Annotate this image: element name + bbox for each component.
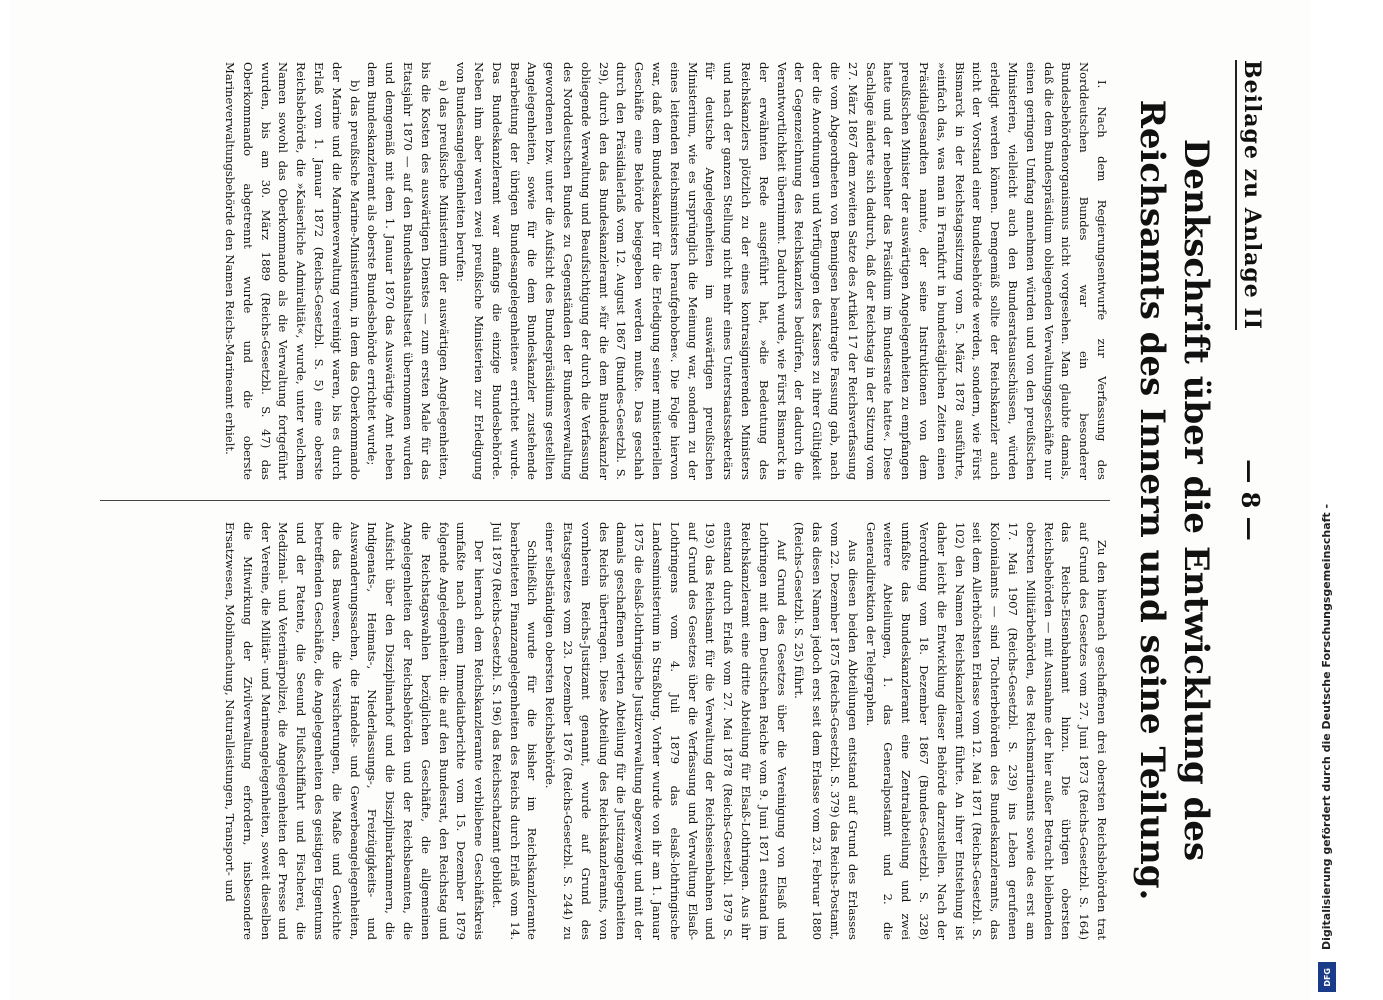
page-title: Denkschrift über die Entwicklung des Reichsamts des Innern und seine Teilung. bbox=[1132, 99, 1216, 901]
credit-text: Digitalisierung gefördert durch die Deutsche Forschungsgemeinschaft - bbox=[1320, 503, 1333, 950]
paragraph: Der hiernach dem Reichskanzleramte verbliebene Geschäftskreis umfaßte nach einem Immediatberichte vom 15. Dezember 1879 folgende Angelegenheiten: die auf den Bundesrat, den Reichstag und die Reichstagswahlen bezüglichen Geschäfte, die allgemeinen Angelegenheiten der Reichsbehörden und der Reichsbeamten, die Aufsicht über den Disziplinarhof und die Disziplinarkammern, die Indigenats-, Heimats-, Niederlassungs-, Freizügigkeits- und Auswanderungssachen, die Handels- und Gewerbeangelegenheiten, die das Bauwesen, die Versicherungen, die Maße und Gewichte betreffenden Geschäfte, die Angelegenheiten des geistigen Eigentums und der Patente, die Seeund Flußschiffahrt und Fischerei, die Medizinal- und Veterinärpolizei, die Angelegenheiten der Presse und der Vereine, die Militär- und Marineangelegenheiten, soweit dieselben die Mitwirkung der Zivilverwaltung erfordern, insbesondere Ersatzwesen, Mobilmachung, Naturalleistungen, Transport- und bbox=[222, 522, 487, 940]
dfg-logo-text: DFG bbox=[1322, 967, 1332, 987]
digitization-credit bbox=[1318, 10, 1338, 990]
text-column-left bbox=[90, 62, 1110, 480]
paragraph: a) das preußische Ministerium der auswärtigen Angelegenheiten, bis die Kosten des auswärtigen Dienstes — zum ersten Male für das Etatsjahr 1870 — auf den Bundeshaushaltsetat übernommen wurden und demgemäß mit dem 1. Januar 1870 das Auswärtige Amt neben dem Bundeskanzleramt als oberste Bundesbehörde errichtet wurde; bbox=[365, 62, 451, 480]
page-number: — 8 — bbox=[1236, 459, 1265, 541]
scanned-page bbox=[10, 0, 1310, 1000]
dfg-logo bbox=[1318, 962, 1336, 992]
paragraph: Zu den hiernach geschaffenen drei obersten Reichsbehörden trat auf Grund des Gesetzes vom 27. Juni 1873 (Reichs-Gesetzbl. S. 164) das Reichs-Eisenbahnamt hinzu. Die übrigen obersten Reichsbehörden — mit Ausnahme der hier außer Betracht bleibenden obersten Militärbehörden, des Reichsmarineamts sowie des erst am 17. Mai 1907 (Reichs-Gesetzbl. S. 239) ins Leben gerufenen Kolonialamts — sind Tochterbehörden des Bundeskanzleramts, das seit dem Allerhöchsten Erlasse vom 12. Mai 1871 (Reichs-Gesetzbl. S. 102) den Namen Reichskanzleramt führte. An ihrer Entstehung ist daher leicht die Entwicklung dieser Behörde darzustellen. Nach der Verordnung vom 18. Dezember 1867 (Bundes-Gesetzbl. S. 328) umfaßte das Bundeskanzleramt eine Zentralabteilung und zwei weitere Abteilungen, 1. das Generalpostamt und 2. die Generaldirektion der Telegraphen. bbox=[863, 522, 1109, 940]
paragraph: Auf Grund des Gesetzes über die Vereinigung von Elsaß und Lothringen mit dem Deutschen Reiche vom 9. Juni 1871 entstand im Reichskanzleramt eine dritte Abteilung für Elsaß-Lothringen. Aus ihr entstand durch Erlaß vom 27. Mai 1878 (Reichs-Gesetzbl. 1879 S. 193) das Reichsamt für die Verwaltung der Reichseisenbahnen und auf Grund des Gesetzes über die Verfassung und Verwaltung Elsaß-Lothringens vom 4. Juli 1879 das elsaß-lothringische Landesministerium in Straßburg. Vorher wurde von ihr am 1. Januar 1875 die elsaß-lothringische Justizverwaltung abgezweigt und mit der damals geschaffenen vierten Abteilung für die Justizangelegenheiten des Reichs übertragen. Diese Abteilung des Reichskanzleramts, von vornherein Reichs-Justizamt genannt, wurde auf Grund des Etatsgesetzes vom 23. Dezember 1876 (Reichs-Gesetzbl. S. 244) zu einer selbständigen obersten Reichsbehörde. bbox=[543, 522, 789, 940]
paragraph: I. Nach dem Regierungsentwurfe zur Verfassung des Norddeutschen Bundes war ein besonderer Bundesbehördenorganismus nicht vorgesehen. Man glaubte damals, daß die dem Bundespräsidium obliegenden Verwaltungsgeschäfte nur einen geringen Umfang annehmen würden und von den preußischen Ministerien, vielleicht auch den Bundesratsausschüssen, würden erledigt werden können. Demgemäß sollte der Reichskanzler auch nicht der Vorstand einer Bundesbehörde werden, sondern, wie Fürst Bismarck in der Reichstagssitzung vom 5. März 1878 ausführte, »einfach das, was man in Frankfurt in bundestäglichen Zeiten einen Präsidialgesandten nannte, der seine Instruktionen von dem preußischen Minister der auswärtigen Angelegenheiten zu empfangen hatte und der nebenher das Präsidium im Bundesrate hatte«. Diese Sachlage änderte sich dadurch, daß der Reichstag in der Sitzung vom 27. März 1867 dem zweiten Satze des Artikel 17 der Reichsverfassung die vom Abgeordneten von Bennigsen beantragte Fassung gab, nach der die Anordnungen und Verfügungen des Kaisers zu ihrer Gültigkeit der Gegenzeichnung des Reichskanzlers bedürfen, der dadurch die Verantwortlichkeit übernimmt. Dadurch wurde, wie Fürst Bismarck in der erwähnten Rede ausgeführt hat, »die Bedeutung des Reichskanzlers plötzlich zu der eines kontrasignierenden Ministers und nach der ganzen Stellung nicht mehr eines Unterstaatssekretärs für deutsche Angelegenheiten im auswärtigen preußischen Ministerium, wie es ursprünglich die Meinung war, sondern zu der eines leitenden Reichsministers heraufgehoben«. Die Folge hiervon war, daß dem Bundeskanzler für die Erledigung seiner ministeriellen Geschäfte eine Behörde beigegeben werden mußte. Das geschah durch den Präsidialerlaß vom 12. August 1867 (Bundes-Gesetzbl. S. 29), durch den das Bundeskanzleramt »für die dem Bundeskanzler obliegende Verwaltung und Beaufsichtigung der durch die Verfassung des Norddeutschen Bundes zu Gegenständen der Bundesverwaltung gewordenen bzw. unter die Aufsicht des Bundespräsidiums gestellten Angelegenheiten, sowie für die dem Bundeskanzler zustehende Bearbeitung der übrigen Bundesangelegenheiten« errichtet wurde. Das Bundeskanzleramt war anfangs die einzige Bundesbehörde. Neben ihm aber waren zwei preußische Ministerien zur Erledigung von Bundesangelegenheiten berufen: bbox=[454, 62, 1109, 480]
paragraph: Aus diesen beiden Abteilungen entstand auf Grund des Erlasses vom 22. Dezember 1875 (Reichs-Gesetzbl. S. 379) das Reichs-Postamt, das diesen Namen jedoch erst seit dem Erlasse vom 23. Februar 1880 (Reichs-Gesetzbl. S. 25) führt. bbox=[792, 522, 860, 940]
paragraph: b) das preußische Marine-Ministerium, in dem das Oberkommando der Marine und die Marineverwaltung vereinigt waren, bis es durch Erlaß vom 1. Januar 1872 (Reichs-Gesetzbl. S. 5) eine oberste Reichsbehörde, die »Kaiserliche Admiralität«, wurde, unter welchem Namen sowohl das Oberkommando als die Verwaltung fortgeführt wurden, bis am 30. März 1889 (Reichs-Gesetzbl. S. 47) das Oberkommando abgetrennt wurde und die oberste Marineverwaltungsbehörde den Namen Reichs-Marineamt erhielt. bbox=[222, 62, 362, 480]
column-divider bbox=[100, 500, 1110, 501]
paragraph: Schließlich wurde für die bisher im Reichskanzleramte bearbeiteten Finanzangelegenheiten des Reichs durch Erlaß vom 14. Juli 1879 (Reichs-Gesetzbl. S. 196) das Reichsschatzamt gebildet. bbox=[489, 522, 540, 940]
text-column-right bbox=[90, 522, 1110, 940]
section-label: Beilage zu Anlage II bbox=[1235, 60, 1265, 330]
